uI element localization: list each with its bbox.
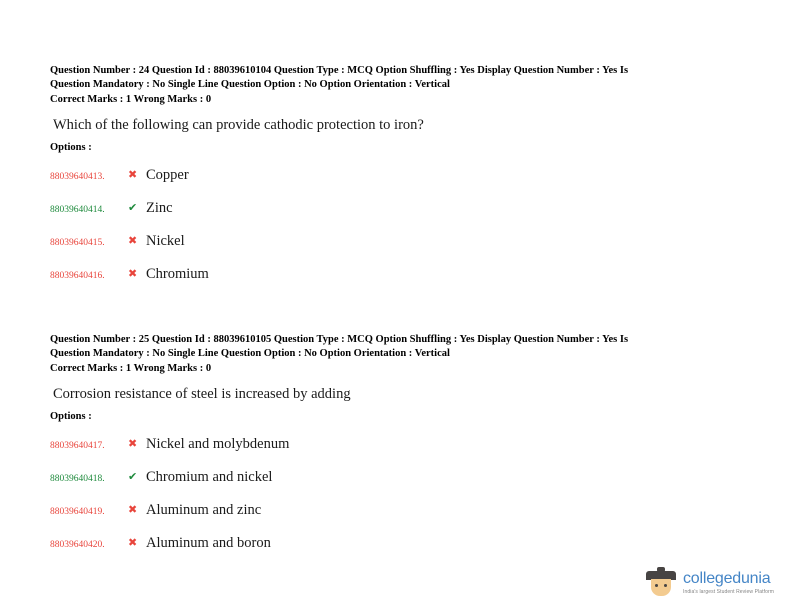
option-text: Nickel [146, 233, 185, 249]
collegedunia-watermark [644, 566, 774, 600]
option-row [50, 435, 750, 455]
cross-icon: ✖ [128, 504, 138, 516]
option-id: 88039640418. [50, 474, 105, 484]
cross-icon: ✖ [128, 235, 138, 247]
option-id: 88039640415. [50, 238, 105, 248]
options-label: Options : [50, 142, 92, 153]
cross-icon: ✖ [128, 537, 138, 549]
option-text: Nickel and molybdenum [146, 436, 290, 452]
cross-icon: ✖ [128, 169, 138, 181]
cross-icon: ✖ [128, 438, 138, 450]
question-marks: Correct Marks : 1 Wrong Marks : 0 [50, 363, 212, 374]
watermark-tagline: India's largest Student Review Platform [682, 589, 774, 595]
question-text: Which of the following can provide cathodic protection to iron? [53, 117, 424, 133]
question-block-24 [50, 64, 750, 285]
watermark-name: collegedunia [682, 570, 771, 587]
question-meta-line-1: Question Number : 25 Question Id : 88039610105 Question Type : MCQ Option Shuffling : Yes Display Question Number : Yes Is [50, 334, 629, 345]
option-row [50, 468, 750, 488]
option-row [50, 199, 750, 219]
question-meta-line-2: Question Mandatory : No Single Line Question Option : No Option Orientation : Vertical [50, 347, 450, 359]
check-icon: ✔ [128, 471, 138, 483]
option-id: 88039640413. [50, 172, 105, 182]
option-text: Aluminum and boron [146, 535, 271, 551]
option-id: 88039640417. [50, 441, 105, 451]
option-id: 88039640416. [50, 271, 105, 281]
option-row [50, 265, 750, 285]
options-label: Options : [50, 411, 92, 422]
question-meta-line-2: Question Mandatory : No Single Line Question Option : No Option Orientation : Vertical [50, 78, 450, 90]
question-meta-line-1: Question Number : 24 Question Id : 88039610104 Question Type : MCQ Option Shuffling : Yes Display Question Number : Yes Is [50, 65, 629, 76]
question-marks: Correct Marks : 1 Wrong Marks : 0 [50, 94, 212, 105]
option-text: Chromium [146, 266, 209, 282]
question-text: Corrosion resistance of steel is increased by adding [53, 386, 351, 402]
option-id: 88039640420. [50, 540, 105, 550]
option-row [50, 166, 750, 186]
question-block-25 [50, 333, 750, 554]
option-id: 88039640414. [50, 205, 105, 215]
option-text: Zinc [146, 200, 173, 216]
option-row [50, 232, 750, 252]
option-text: Aluminum and zinc [146, 502, 262, 518]
option-text: Copper [146, 167, 189, 183]
graduate-cap-icon [644, 566, 678, 600]
option-id: 88039640419. [50, 507, 105, 517]
option-row [50, 501, 750, 521]
option-text: Chromium and nickel [146, 469, 273, 485]
check-icon: ✔ [128, 202, 138, 214]
cross-icon: ✖ [128, 268, 138, 280]
option-row [50, 534, 750, 554]
